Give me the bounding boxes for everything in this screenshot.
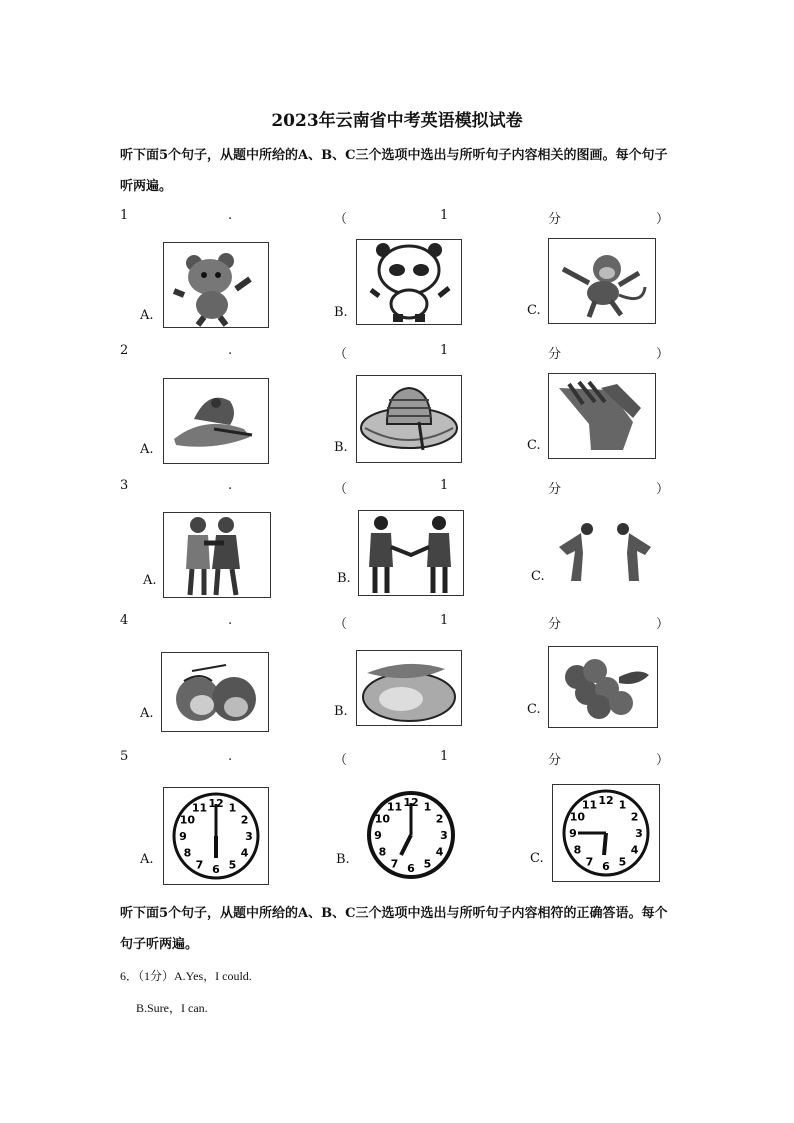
option-label: A. xyxy=(140,442,154,457)
question-dot: . xyxy=(228,478,233,493)
question-score: 1 xyxy=(440,478,449,493)
clock-numeral: 6 xyxy=(602,860,610,873)
clock-numeral: 9 xyxy=(179,830,187,843)
question-header-3 xyxy=(120,478,668,496)
paren-close: ） xyxy=(656,753,670,768)
option-label: A. xyxy=(140,706,154,721)
score-unit: 分 xyxy=(548,212,562,227)
clock-numeral: 8 xyxy=(183,846,192,860)
clock-numeral: 10 xyxy=(179,813,196,827)
bowing-picture[interactable] xyxy=(552,506,658,592)
score-unit: 分 xyxy=(548,753,562,768)
clock-numeral: 3 xyxy=(635,827,643,840)
paren-close: ） xyxy=(656,212,670,227)
question-6 xyxy=(120,967,252,984)
clock-6-00-picture[interactable] xyxy=(163,787,269,885)
cap-picture[interactable] xyxy=(163,378,269,464)
clock-numeral: 12 xyxy=(403,796,419,809)
question-number: 4 xyxy=(120,613,129,628)
clock-numeral: 9 xyxy=(374,829,382,842)
clock-numeral: 4 xyxy=(240,846,249,860)
panda-mascot-picture[interactable] xyxy=(356,239,462,325)
clock-7-00-picture[interactable] xyxy=(358,786,464,884)
score-unit: 分 xyxy=(548,617,562,632)
clock-numeral: 1 xyxy=(618,798,627,812)
question-score: 1 xyxy=(440,749,449,764)
clock-numeral: 8 xyxy=(573,843,582,857)
clock-numeral: 11 xyxy=(386,800,403,814)
option-label: C. xyxy=(527,303,541,318)
question-header-1 xyxy=(120,208,668,226)
paren-close: ） xyxy=(656,617,670,632)
section1-instruction: 听下面5个句子，从题中所给的A、B、C三个选项中选出与所听句子内容相关的图画。每个句子听两遍。 xyxy=(120,148,668,194)
question-number: 1 xyxy=(120,208,129,223)
question-dot: . xyxy=(228,343,233,358)
clock-numeral: 11 xyxy=(191,801,208,815)
score-unit: 分 xyxy=(548,482,562,497)
clock-numeral: 5 xyxy=(618,855,627,869)
clock-numeral: 7 xyxy=(585,855,594,869)
option-label: C. xyxy=(530,851,544,866)
clock-numeral: 10 xyxy=(374,812,391,826)
option-b[interactable]: B.Sure，I can. xyxy=(136,1001,208,1015)
option-label: B. xyxy=(334,704,348,719)
clock-numeral: 8 xyxy=(378,845,387,859)
paren-open: （ xyxy=(334,753,348,768)
page-title: 2023年云南省中考英语模拟试卷 xyxy=(271,111,523,131)
shaking-hands-picture[interactable] xyxy=(358,510,464,596)
option-label: B. xyxy=(334,440,348,455)
clock-numeral: 2 xyxy=(240,813,249,827)
question-score: 1 xyxy=(440,208,449,223)
paren-open: （ xyxy=(334,212,348,227)
clock-numeral: 11 xyxy=(581,798,598,812)
question-number: 3 xyxy=(120,478,129,493)
question-header-2 xyxy=(120,343,668,361)
option-label: A. xyxy=(143,573,157,588)
question-dot: . xyxy=(228,613,233,628)
section2-instruction: 听下面5个句子，从题中所给的A、B、C三个选项中选出与所听句子内容相符的正确答语。每个句子听两遍。 xyxy=(120,906,668,952)
option-a[interactable]: A.Yes，I could. xyxy=(174,969,252,983)
bear-mascot-picture[interactable] xyxy=(163,242,269,328)
question-number: 5 xyxy=(120,749,129,764)
clock-numeral: 7 xyxy=(390,857,399,871)
paren-close: ） xyxy=(656,347,670,362)
clock-numeral: 5 xyxy=(423,857,432,871)
clock-numeral: 2 xyxy=(630,810,639,824)
monkey-picture[interactable] xyxy=(548,238,656,324)
grapes-picture[interactable] xyxy=(548,646,658,728)
gloves-picture[interactable] xyxy=(548,373,656,459)
question-number: 2 xyxy=(120,343,129,358)
question-dot: . xyxy=(228,749,233,764)
question-6-prefix: 6．（1分） xyxy=(120,969,175,983)
question-score: 1 xyxy=(440,613,449,628)
paren-open: （ xyxy=(334,482,348,497)
option-label: C. xyxy=(527,438,541,453)
clock-numeral: 10 xyxy=(569,810,586,824)
paren-close: ） xyxy=(656,482,670,497)
people-hugging-picture[interactable] xyxy=(163,512,271,598)
clock-numeral: 5 xyxy=(228,858,237,872)
clock-numeral: 12 xyxy=(208,797,224,810)
sun-hat-picture[interactable] xyxy=(356,375,462,463)
clock-numeral: 12 xyxy=(598,794,614,807)
clock-numeral: 1 xyxy=(423,800,432,814)
clock-numeral: 3 xyxy=(440,829,448,842)
clock-6-45-picture[interactable] xyxy=(552,784,660,882)
option-label: B. xyxy=(337,571,351,586)
clock-numeral: 2 xyxy=(435,812,444,826)
mango-picture[interactable] xyxy=(356,650,462,726)
clock-numeral: 3 xyxy=(245,830,253,843)
clock-numeral: 9 xyxy=(569,827,577,840)
clock-numeral: 6 xyxy=(212,863,220,876)
paren-open: （ xyxy=(334,347,348,362)
paren-open: （ xyxy=(334,617,348,632)
question-header-5 xyxy=(120,749,668,767)
clock-numeral: 4 xyxy=(630,843,639,857)
clock-numeral: 7 xyxy=(195,858,204,872)
peaches-picture[interactable] xyxy=(161,652,269,732)
option-label: B. xyxy=(336,852,350,867)
question-header-4 xyxy=(120,613,668,631)
option-label: A. xyxy=(140,852,154,867)
option-label: C. xyxy=(531,569,545,584)
score-unit: 分 xyxy=(548,347,562,362)
option-label: B. xyxy=(334,305,348,320)
clock-numeral: 4 xyxy=(435,845,444,859)
question-score: 1 xyxy=(440,343,449,358)
option-label: C. xyxy=(527,702,541,717)
question-dot: . xyxy=(228,208,233,223)
clock-numeral: 1 xyxy=(228,801,237,815)
option-label: A. xyxy=(140,308,154,323)
clock-numeral: 6 xyxy=(407,862,415,875)
